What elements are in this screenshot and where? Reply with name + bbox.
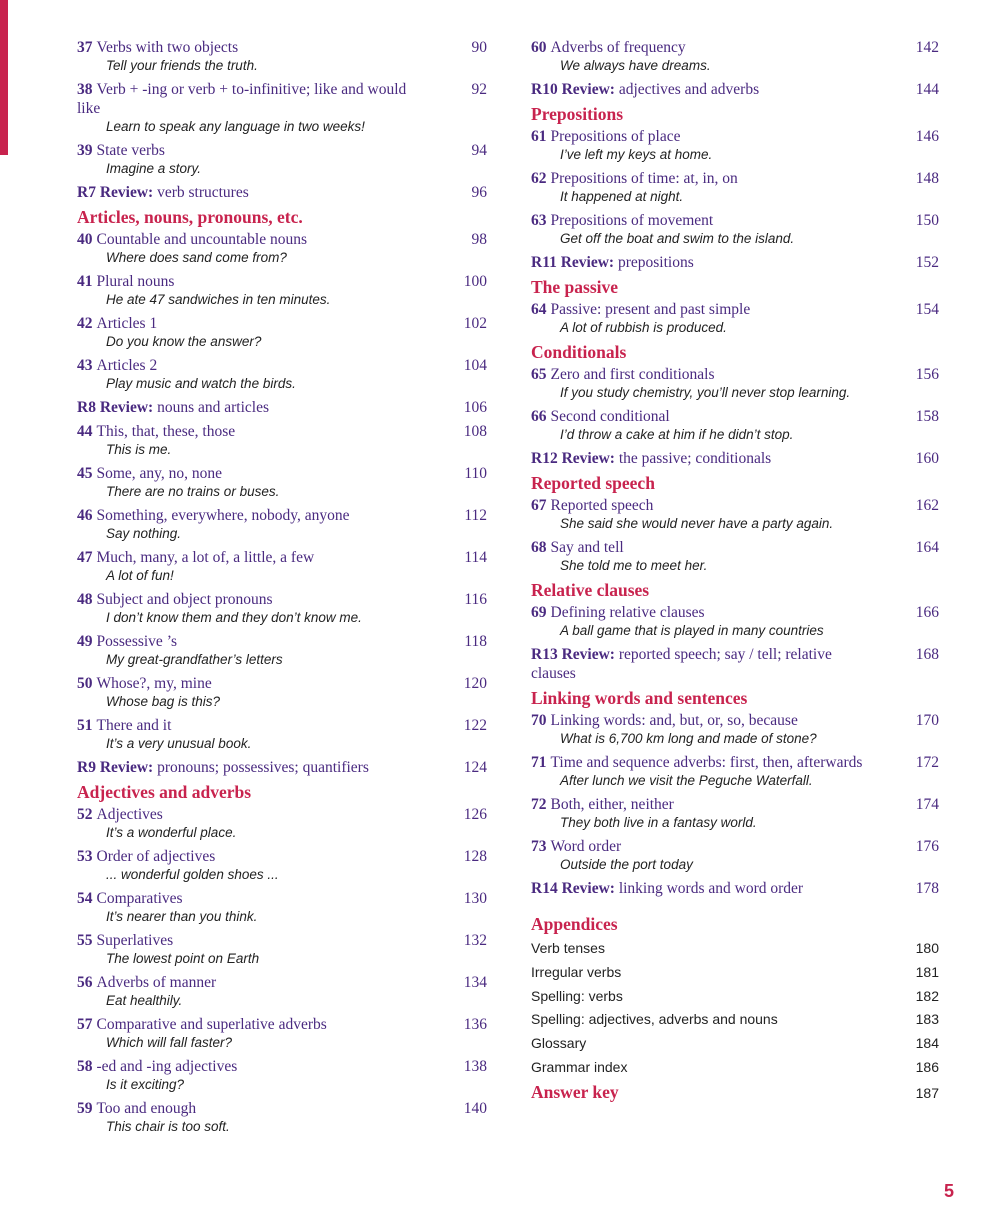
entry-title: State verbs [96, 142, 165, 159]
entry-example: A lot of rubbish is produced. [560, 320, 727, 335]
entry-line [77, 314, 487, 333]
entry-example: Do you know the answer? [106, 334, 262, 349]
unit-number: 45 [77, 465, 93, 482]
entry-line [531, 300, 939, 319]
unit-number: 63 [531, 212, 547, 229]
entry-page: 158 [915, 408, 939, 425]
section-heading: The passive [531, 277, 619, 297]
unit-number: 64 [531, 301, 547, 318]
entry-page: 122 [463, 717, 487, 734]
entry-line [77, 183, 487, 202]
answer-key-page: 187 [915, 1084, 939, 1101]
entry-page: 164 [915, 539, 939, 556]
entry-page: 156 [915, 366, 939, 383]
entry-line [77, 356, 487, 375]
entry-title: -ed and -ing adjectives [96, 1058, 238, 1075]
entry-page: 112 [464, 507, 487, 524]
entry-title: Say and tell [550, 539, 624, 556]
entry-line [531, 645, 939, 683]
entry-line [531, 449, 939, 468]
entry-page: 90 [471, 39, 487, 56]
appendix-title: Glossary [531, 1035, 587, 1052]
unit-entry[interactable] [77, 973, 487, 1010]
entry-page: 126 [463, 806, 487, 823]
appendix-item[interactable] [531, 937, 939, 961]
entry-example: It happened at night. [560, 189, 684, 204]
entry-line [531, 795, 939, 814]
entry-page: 150 [915, 212, 939, 229]
entry-line [531, 837, 939, 856]
unit-number: 41 [77, 273, 93, 290]
entry-title: Word order [550, 838, 622, 855]
entry-page: 152 [915, 254, 939, 271]
entry-page: 110 [464, 465, 487, 482]
entry-line [531, 753, 939, 772]
entry-page: 120 [463, 675, 487, 692]
entry-example: Eat healthily. [106, 993, 183, 1008]
entry-example: ... wonderful golden shoes ... [106, 867, 279, 882]
entry-page: 124 [463, 759, 487, 776]
entry-example: This is me. [106, 442, 172, 457]
entry-title: Time and sequence adverbs: first, then, afterwards [550, 754, 863, 771]
unit-entry[interactable] [77, 805, 487, 842]
contents-list [531, 38, 939, 898]
unit-entry[interactable] [531, 795, 939, 832]
entry-line [77, 141, 487, 160]
entry-line [77, 847, 487, 866]
entry-line [77, 464, 487, 483]
unit-entry[interactable] [77, 356, 487, 393]
entry-page: 94 [471, 142, 487, 159]
entry-example: We always have dreams. [560, 58, 711, 73]
unit-entry[interactable] [77, 141, 487, 178]
entry-line [531, 211, 939, 230]
unit-number: 42 [77, 315, 93, 332]
entry-page: 108 [463, 423, 487, 440]
entry-title: Possessive ’s [96, 633, 178, 650]
entry-example: A ball game that is played in many countries [560, 623, 824, 638]
unit-number: 68 [531, 539, 547, 556]
entry-line [77, 1015, 487, 1034]
entry-page: 142 [915, 39, 939, 56]
entry-example: There are no trains or buses. [106, 484, 280, 499]
entry-page: 160 [915, 450, 939, 467]
entry-page: 114 [464, 549, 487, 566]
entry-line [531, 603, 939, 622]
unit-number: 59 [77, 1100, 93, 1117]
entry-example: Learn to speak any language in two weeks! [106, 119, 365, 134]
unit-number: 38 [77, 81, 93, 98]
unit-number: 46 [77, 507, 93, 524]
entry-title: Linking words: and, but, or, so, because [550, 712, 798, 729]
entry-title: This, that, these, those [96, 423, 236, 440]
entry-example: My great-grandfather’s letters [106, 652, 283, 667]
entry-page: 172 [915, 754, 939, 771]
entry-example: Whose bag is this? [106, 694, 221, 709]
entry-title: Prepositions of place [550, 128, 681, 145]
entry-title: Passive: present and past simple [550, 301, 751, 318]
unit-entry[interactable] [77, 422, 487, 459]
entry-title: Both, either, neither [550, 796, 674, 813]
entry-line [77, 80, 487, 118]
entry-title: verb structures [157, 184, 249, 201]
entry-title: Articles 2 [96, 357, 158, 374]
unit-number: 55 [77, 932, 93, 949]
section-heading: Articles, nouns, pronouns, etc. [77, 207, 303, 227]
section-heading: Conditionals [531, 342, 627, 362]
entry-title: Subject and object pronouns [96, 591, 273, 608]
unit-entry[interactable] [77, 314, 487, 351]
appendix-page: 182 [915, 987, 939, 1004]
unit-entry[interactable] [77, 38, 487, 75]
appendix-page: 180 [915, 940, 939, 956]
entry-page: 106 [463, 399, 487, 416]
entry-title: Articles 1 [96, 315, 158, 332]
entry-page: 178 [915, 880, 939, 897]
entry-example: What is 6,700 km long and made of stone? [560, 731, 817, 746]
entry-line [531, 253, 939, 272]
entry-title: adjectives and adverbs [618, 81, 760, 98]
entry-page: 134 [463, 974, 487, 991]
unit-entry[interactable] [77, 1015, 487, 1052]
entry-line [77, 422, 487, 441]
entry-title: Adverbs of manner [96, 974, 217, 991]
appendix-title: Spelling: verbs [531, 987, 623, 1004]
review-entry[interactable] [531, 879, 939, 898]
appendix-item[interactable] [531, 961, 939, 985]
unit-entry[interactable] [531, 407, 939, 444]
unit-number: 67 [531, 497, 547, 514]
section-heading: Linking words and sentences [531, 688, 748, 708]
entry-title: Prepositions of movement [550, 212, 714, 229]
unit-number: 54 [77, 890, 93, 907]
unit-number: 57 [77, 1016, 93, 1033]
review-entry[interactable] [531, 80, 939, 99]
unit-number: 48 [77, 591, 93, 608]
entry-example: I’ve left my keys at home. [560, 147, 713, 162]
entry-page: 146 [915, 128, 939, 145]
entry-page: 102 [463, 315, 487, 332]
unit-number: 72 [531, 796, 547, 813]
edge-accent-bar [0, 0, 8, 155]
entry-line [531, 169, 939, 188]
unit-entry[interactable] [531, 496, 939, 533]
unit-entry[interactable] [531, 127, 939, 164]
entry-title: nouns and articles [157, 399, 269, 416]
entry-title: Much, many, a lot of, a little, a few [96, 549, 315, 566]
entry-line [77, 758, 487, 777]
appendices-section [531, 914, 939, 1103]
entry-title: Some, any, no, none [96, 465, 223, 482]
unit-entry[interactable] [77, 1099, 487, 1136]
entry-line [77, 1099, 487, 1118]
review-entry[interactable] [531, 645, 939, 683]
section-heading-appendices: Appendices [531, 914, 618, 934]
unit-number: 44 [77, 423, 93, 440]
entry-page: 140 [463, 1100, 487, 1117]
entry-title: the passive; conditionals [618, 450, 772, 467]
entry-line [531, 127, 939, 146]
unit-entry[interactable] [531, 169, 939, 206]
review-entry[interactable] [77, 183, 487, 202]
section-heading: Reported speech [531, 473, 655, 493]
unit-entry[interactable] [77, 548, 487, 585]
contents-column-left [77, 38, 487, 1141]
entry-line [531, 879, 939, 898]
entry-title: Reported speech [550, 497, 654, 514]
entry-title: Zero and first conditionals [550, 366, 715, 383]
entry-example: It’s a wonderful place. [106, 825, 237, 840]
entry-example: Where does sand come from? [106, 250, 287, 265]
entry-line [77, 548, 487, 567]
entry-line [77, 230, 487, 249]
unit-entry[interactable] [77, 590, 487, 627]
review-entry[interactable] [77, 398, 487, 417]
entry-page: 168 [915, 646, 939, 663]
appendix-page: 186 [915, 1058, 939, 1075]
entry-example: It’s a very unusual book. [106, 736, 252, 751]
entry-example: The lowest point on Earth [106, 951, 260, 966]
entry-page: 176 [915, 838, 939, 855]
review-label: R13 Review: [531, 646, 615, 663]
section-heading: Relative clauses [531, 580, 650, 600]
entry-title: Second conditional [550, 408, 670, 425]
review-label: R10 Review: [531, 81, 615, 98]
entry-example: If you study chemistry, you’ll never stop learning. [560, 385, 851, 400]
entry-page: 118 [464, 633, 487, 650]
entry-example: Tell your friends the truth. [106, 58, 258, 73]
unit-entry[interactable] [531, 300, 939, 337]
answer-key-title: Answer key [531, 1081, 619, 1102]
review-entry[interactable] [531, 449, 939, 468]
unit-number: 52 [77, 806, 93, 823]
entry-page: 116 [464, 591, 487, 608]
entry-page: 132 [463, 932, 487, 949]
entry-line [77, 590, 487, 609]
review-label: R11 Review: [531, 254, 615, 271]
entry-line [77, 398, 487, 417]
unit-entry[interactable] [77, 230, 487, 267]
unit-number: 56 [77, 974, 93, 991]
entry-page: 92 [471, 81, 487, 98]
unit-entry[interactable] [77, 931, 487, 968]
appendices-list [531, 937, 939, 1080]
section-heading: Adjectives and adverbs [77, 782, 252, 802]
unit-number: 60 [531, 39, 547, 56]
unit-entry[interactable] [77, 80, 487, 136]
entry-line [531, 496, 939, 515]
entry-example: I don’t know them and they don’t know me. [106, 610, 362, 625]
unit-number: 62 [531, 170, 547, 187]
entry-page: 100 [463, 273, 487, 290]
entry-example: Which will fall faster? [106, 1035, 233, 1050]
entry-example: He ate 47 sandwiches in ten minutes. [106, 292, 331, 307]
appendix-item[interactable] [531, 985, 939, 1009]
entry-page: 96 [471, 184, 487, 201]
appendix-item[interactable] [531, 1032, 939, 1056]
review-label: R9 Review: [77, 759, 154, 776]
entry-title: Comparatives [96, 890, 183, 907]
unit-entry[interactable] [531, 38, 939, 75]
appendix-title: Spelling: adjectives, adverbs and nouns [531, 1011, 778, 1028]
unit-entry[interactable] [77, 632, 487, 669]
appendix-title: Grammar index [531, 1058, 628, 1075]
entry-line [77, 38, 487, 57]
review-entry[interactable] [531, 253, 939, 272]
entry-line [77, 973, 487, 992]
review-label: R7 Review: [77, 184, 154, 201]
entry-title: Countable and uncountable nouns [96, 231, 307, 248]
unit-number: 53 [77, 848, 93, 865]
entry-example: A lot of fun! [106, 568, 174, 583]
unit-number: 51 [77, 717, 93, 734]
contents-column-right [531, 38, 939, 1103]
entry-example: This chair is too soft. [106, 1119, 230, 1134]
entry-title: Whose?, my, mine [96, 675, 212, 692]
entry-example: I’d throw a cake at him if he didn’t stop. [560, 427, 794, 442]
entry-title: Adjectives [96, 806, 163, 823]
entry-page: 162 [915, 497, 939, 514]
entry-line [531, 38, 939, 57]
entry-example: Play music and watch the birds. [106, 376, 296, 391]
entry-title: reported speech; say / tell; relative clauses [531, 646, 832, 682]
entry-example: They both live in a fantasy world. [560, 815, 757, 830]
entry-title: pronouns; possessives; quantifiers [157, 759, 369, 776]
entry-page: 154 [915, 301, 939, 318]
entry-line [531, 80, 939, 99]
entry-title: prepositions [617, 254, 694, 271]
unit-number: 58 [77, 1058, 93, 1075]
unit-number: 61 [531, 128, 547, 145]
entry-example: Get off the boat and swim to the island. [560, 231, 795, 246]
entry-page: 170 [915, 712, 939, 729]
entry-line [77, 716, 487, 735]
appendix-item[interactable] [531, 1056, 939, 1080]
appendix-page: 184 [915, 1035, 939, 1052]
entry-example: She said she would never have a party again. [560, 516, 834, 531]
unit-number: 65 [531, 366, 547, 383]
unit-entry[interactable] [77, 1057, 487, 1094]
entry-title: Prepositions of time: at, in, on [550, 170, 738, 187]
unit-entry[interactable] [77, 716, 487, 753]
review-label: R8 Review: [77, 399, 154, 416]
unit-entry[interactable] [531, 211, 939, 248]
unit-number: 50 [77, 675, 93, 692]
entry-example: It’s nearer than you think. [106, 909, 258, 924]
entry-page: 144 [915, 81, 939, 98]
unit-entry[interactable] [77, 464, 487, 501]
entry-title: There and it [96, 717, 172, 734]
entry-line [77, 632, 487, 651]
section-heading: Prepositions [531, 104, 624, 124]
unit-number: 73 [531, 838, 547, 855]
unit-number: 37 [77, 39, 93, 56]
unit-entry[interactable] [531, 603, 939, 640]
entry-page: 174 [915, 796, 939, 813]
unit-number: 69 [531, 604, 547, 621]
page-number: 5 [944, 1181, 955, 1201]
entry-page: 166 [915, 604, 939, 621]
unit-entry[interactable] [531, 837, 939, 874]
unit-number: 71 [531, 754, 547, 771]
entry-example: Say nothing. [106, 526, 182, 541]
entry-line [531, 538, 939, 557]
entry-title: linking words and word order [618, 880, 804, 897]
unit-entry[interactable] [531, 711, 939, 748]
entry-page: 130 [463, 890, 487, 907]
entry-line [531, 407, 939, 426]
entry-example: After lunch we visit the Peguche Waterfall. [560, 773, 813, 788]
entry-page: 98 [471, 231, 487, 248]
appendix-title: Irregular verbs [531, 963, 622, 980]
entry-line [531, 711, 939, 730]
entry-line [77, 506, 487, 525]
unit-entry[interactable] [77, 272, 487, 309]
entry-title: Superlatives [96, 932, 174, 949]
unit-number: 39 [77, 142, 93, 159]
appendix-title: Verb tenses [531, 940, 605, 956]
appendix-page: 183 [915, 1011, 939, 1028]
unit-number: 47 [77, 549, 93, 566]
review-entry[interactable] [77, 758, 487, 777]
answer-key-entry[interactable] [531, 1082, 939, 1103]
entry-title: Something, everywhere, nobody, anyone [96, 507, 350, 524]
entry-title: Comparative and superlative adverbs [96, 1016, 327, 1033]
entry-page: 136 [463, 1016, 487, 1033]
entry-page: 128 [463, 848, 487, 865]
entry-title: Order of adjectives [96, 848, 216, 865]
unit-number: 66 [531, 408, 547, 425]
unit-number: 49 [77, 633, 93, 650]
entry-line [77, 931, 487, 950]
unit-number: 40 [77, 231, 93, 248]
appendix-item[interactable] [531, 1008, 939, 1032]
unit-entry[interactable] [77, 506, 487, 543]
entry-title: Too and enough [96, 1100, 197, 1117]
appendix-page: 181 [915, 963, 939, 980]
review-label: R14 Review: [531, 880, 615, 897]
unit-entry[interactable] [531, 538, 939, 575]
entry-example: Is it exciting? [106, 1077, 185, 1092]
entry-line [77, 1057, 487, 1076]
entry-title: Plural nouns [96, 273, 175, 290]
entry-line [77, 272, 487, 291]
unit-number: 70 [531, 712, 547, 729]
unit-number: 43 [77, 357, 93, 374]
unit-entry[interactable] [77, 847, 487, 884]
entry-page: 138 [463, 1058, 487, 1075]
entry-example: Imagine a story. [106, 161, 202, 176]
entry-title: Defining relative clauses [550, 604, 705, 621]
entry-example: Outside the port today [560, 857, 693, 872]
entry-title: Adverbs of frequency [550, 39, 686, 56]
entry-line [77, 805, 487, 824]
entry-example: She told me to meet her. [560, 558, 708, 573]
entry-page: 148 [915, 170, 939, 187]
review-label: R12 Review: [531, 450, 615, 467]
unit-entry[interactable] [77, 674, 487, 711]
entry-line [77, 889, 487, 908]
entry-title: Verbs with two objects [96, 39, 239, 56]
unit-entry[interactable] [531, 753, 939, 790]
entry-title: Verb + -ing or verb + to-infinitive; like and would like [77, 81, 407, 117]
entry-line [531, 365, 939, 384]
unit-entry[interactable] [77, 889, 487, 926]
entry-page: 104 [463, 357, 487, 374]
entry-line [77, 674, 487, 693]
unit-entry[interactable] [531, 365, 939, 402]
